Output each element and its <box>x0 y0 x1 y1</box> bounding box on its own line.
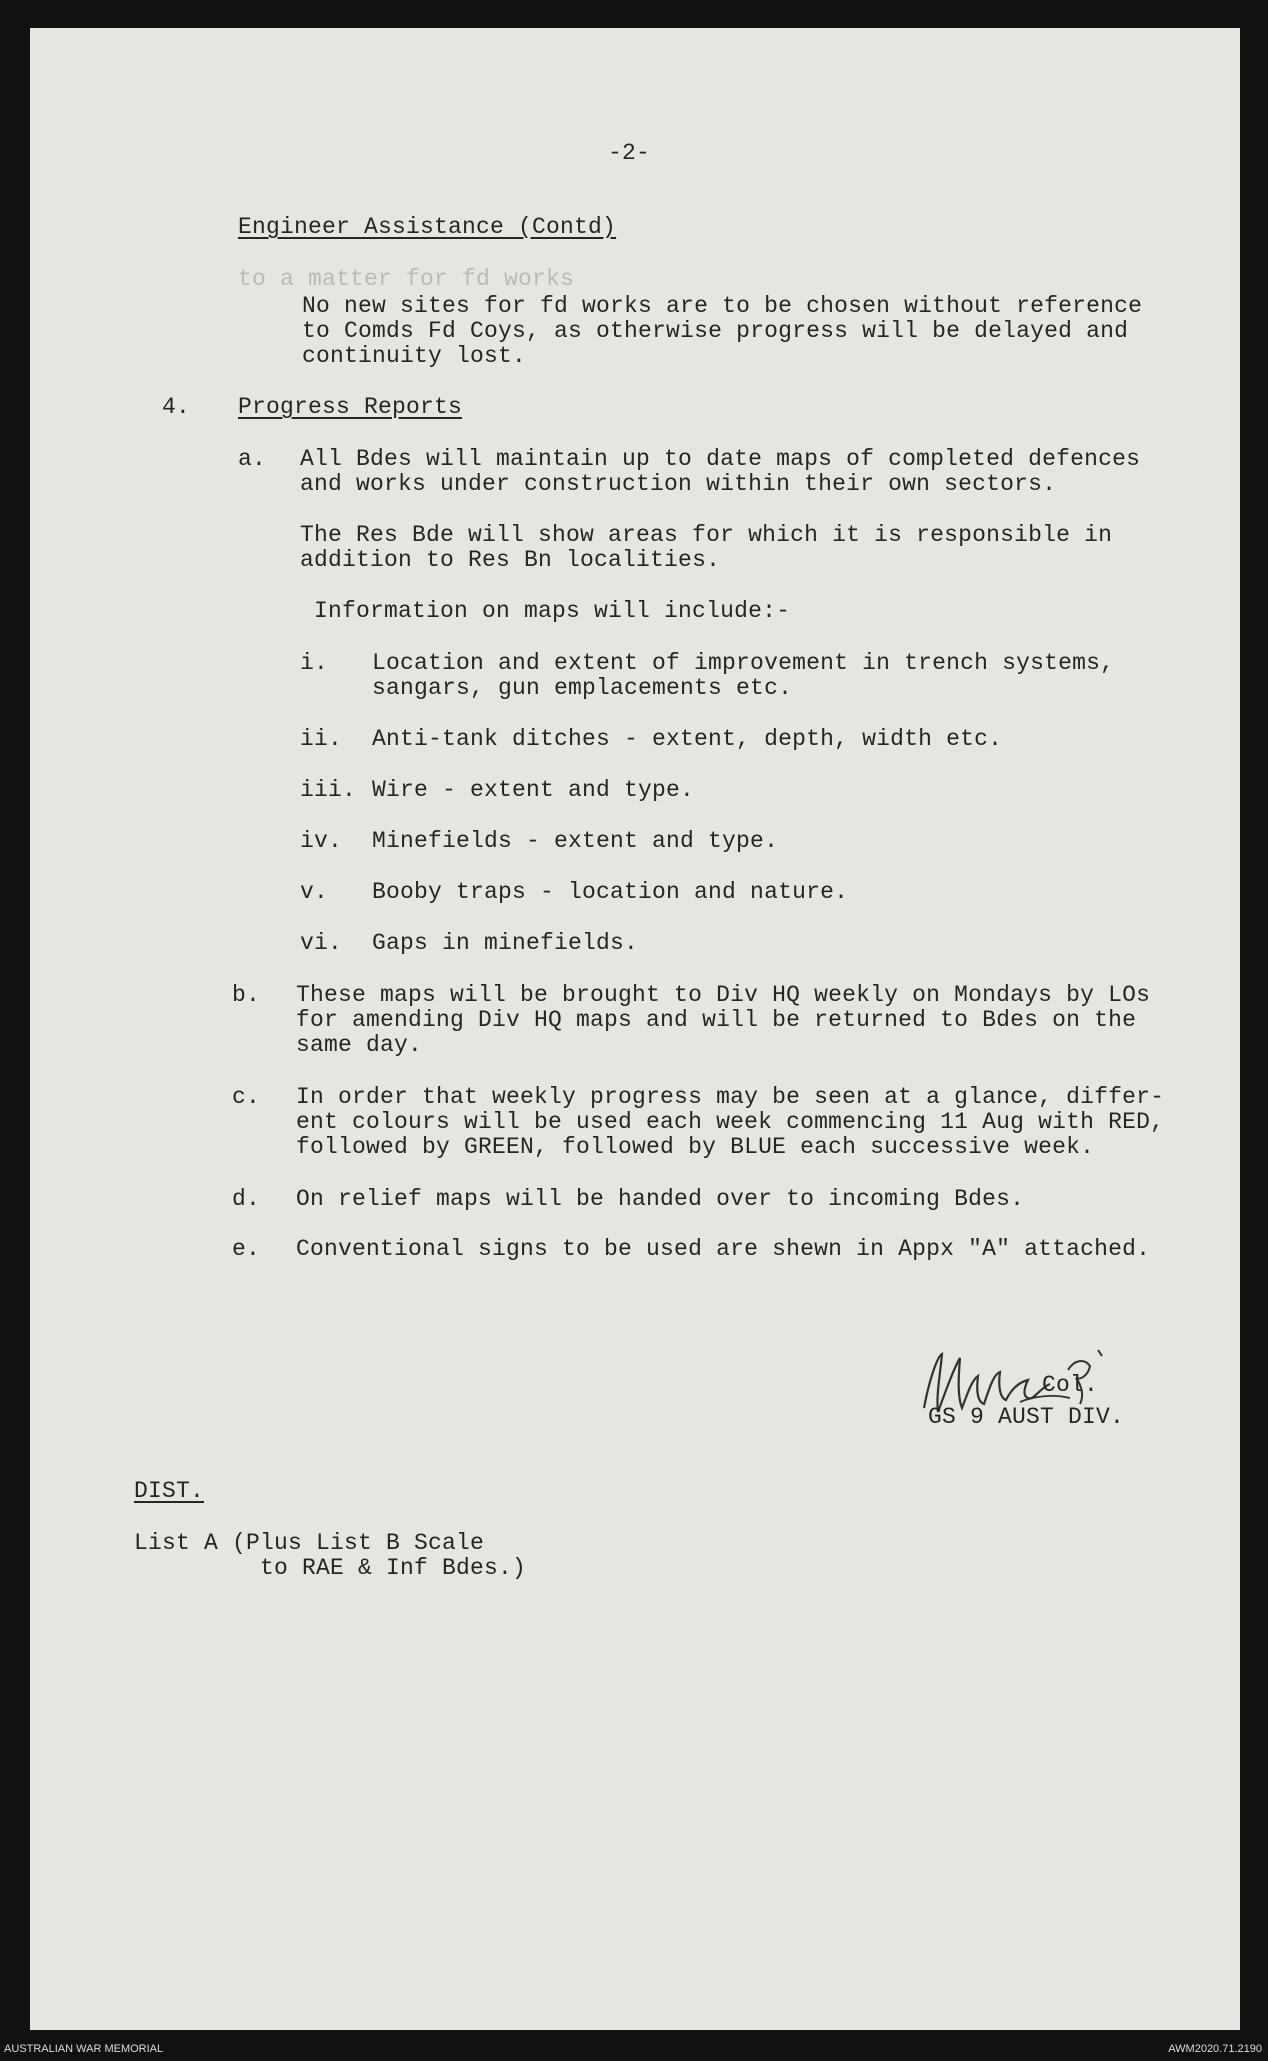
para-letter: b. <box>232 982 261 1008</box>
item-line: Booby traps - location and nature. <box>372 879 849 905</box>
distribution-heading: DIST. <box>134 1478 205 1504</box>
para-letter: c. <box>232 1084 261 1110</box>
section-heading-engineer-assistance: Engineer Assistance (Contd) <box>238 214 617 240</box>
para-line: The Res Bde will show areas for which it is responsible in <box>300 522 1113 548</box>
para-line: for amending Div HQ maps and will be returned to Bdes on the <box>296 1007 1137 1033</box>
para-line: Conventional signs to be used are shewn in Appx "A" attached. <box>296 1236 1151 1262</box>
item-number: i. <box>300 650 329 676</box>
item-number: iv. <box>300 828 343 854</box>
signature-rank: Col. <box>1042 1372 1099 1398</box>
para-line: ent colours will be used each week commencing 11 Aug with RED, <box>296 1109 1165 1135</box>
footer-credit: AUSTRALIAN WAR MEMORIAL <box>4 2043 164 2055</box>
para-line: These maps will be brought to Div HQ weekly on Mondays by LOs <box>296 982 1151 1008</box>
section-number: 4. <box>162 394 191 420</box>
item-line: Anti-tank ditches - extent, depth, width etc. <box>372 726 1003 752</box>
item-line: Location and extent of improvement in trench systems, <box>372 650 1115 676</box>
para-line: In order that weekly progress may be seen at a glance, differ- <box>296 1084 1165 1110</box>
faded-line: to a matter for fd works <box>238 266 575 292</box>
document-page <box>30 28 1240 2030</box>
item-line: Minefields - extent and type. <box>372 828 779 854</box>
item-line: Gaps in minefields. <box>372 930 639 956</box>
para-letter: d. <box>232 1186 261 1212</box>
para-letter: a. <box>238 446 267 472</box>
distribution-line: List A (Plus List B Scale <box>134 1530 485 1556</box>
section-title: Progress Reports <box>238 394 463 420</box>
item-number: ii. <box>300 726 343 752</box>
para-line: addition to Res Bn localities. <box>300 547 721 573</box>
info-intro: Information on maps will include:- <box>314 598 791 624</box>
distribution-line: to RAE & Inf Bdes.) <box>134 1555 527 1581</box>
para-line: same day. <box>296 1032 423 1058</box>
para-letter: e. <box>232 1236 261 1262</box>
item-line: sangars, gun emplacements etc. <box>372 675 793 701</box>
para-line: followed by GREEN, followed by BLUE each successive week. <box>296 1134 1095 1160</box>
para-line: All Bdes will maintain up to date maps of completed defences <box>300 446 1141 472</box>
item-number: vi. <box>300 930 343 956</box>
footer-reference: AWM2020.71.2190 <box>1168 2043 1262 2055</box>
intro-line: No new sites for fd works are to be chosen without reference <box>302 293 1143 319</box>
para-line: and works under construction within their own sectors. <box>300 471 1057 497</box>
item-line: Wire - extent and type. <box>372 777 695 803</box>
signature-appointment: GS 9 AUST DIV. <box>928 1404 1125 1430</box>
intro-line: continuity lost. <box>302 343 527 369</box>
item-number: v. <box>300 879 329 905</box>
para-line: On relief maps will be handed over to incoming Bdes. <box>296 1186 1025 1212</box>
intro-line: to Comds Fd Coys, as otherwise progress will be delayed and <box>302 318 1129 344</box>
item-number: iii. <box>300 777 357 803</box>
page-number: -2- <box>608 140 651 166</box>
